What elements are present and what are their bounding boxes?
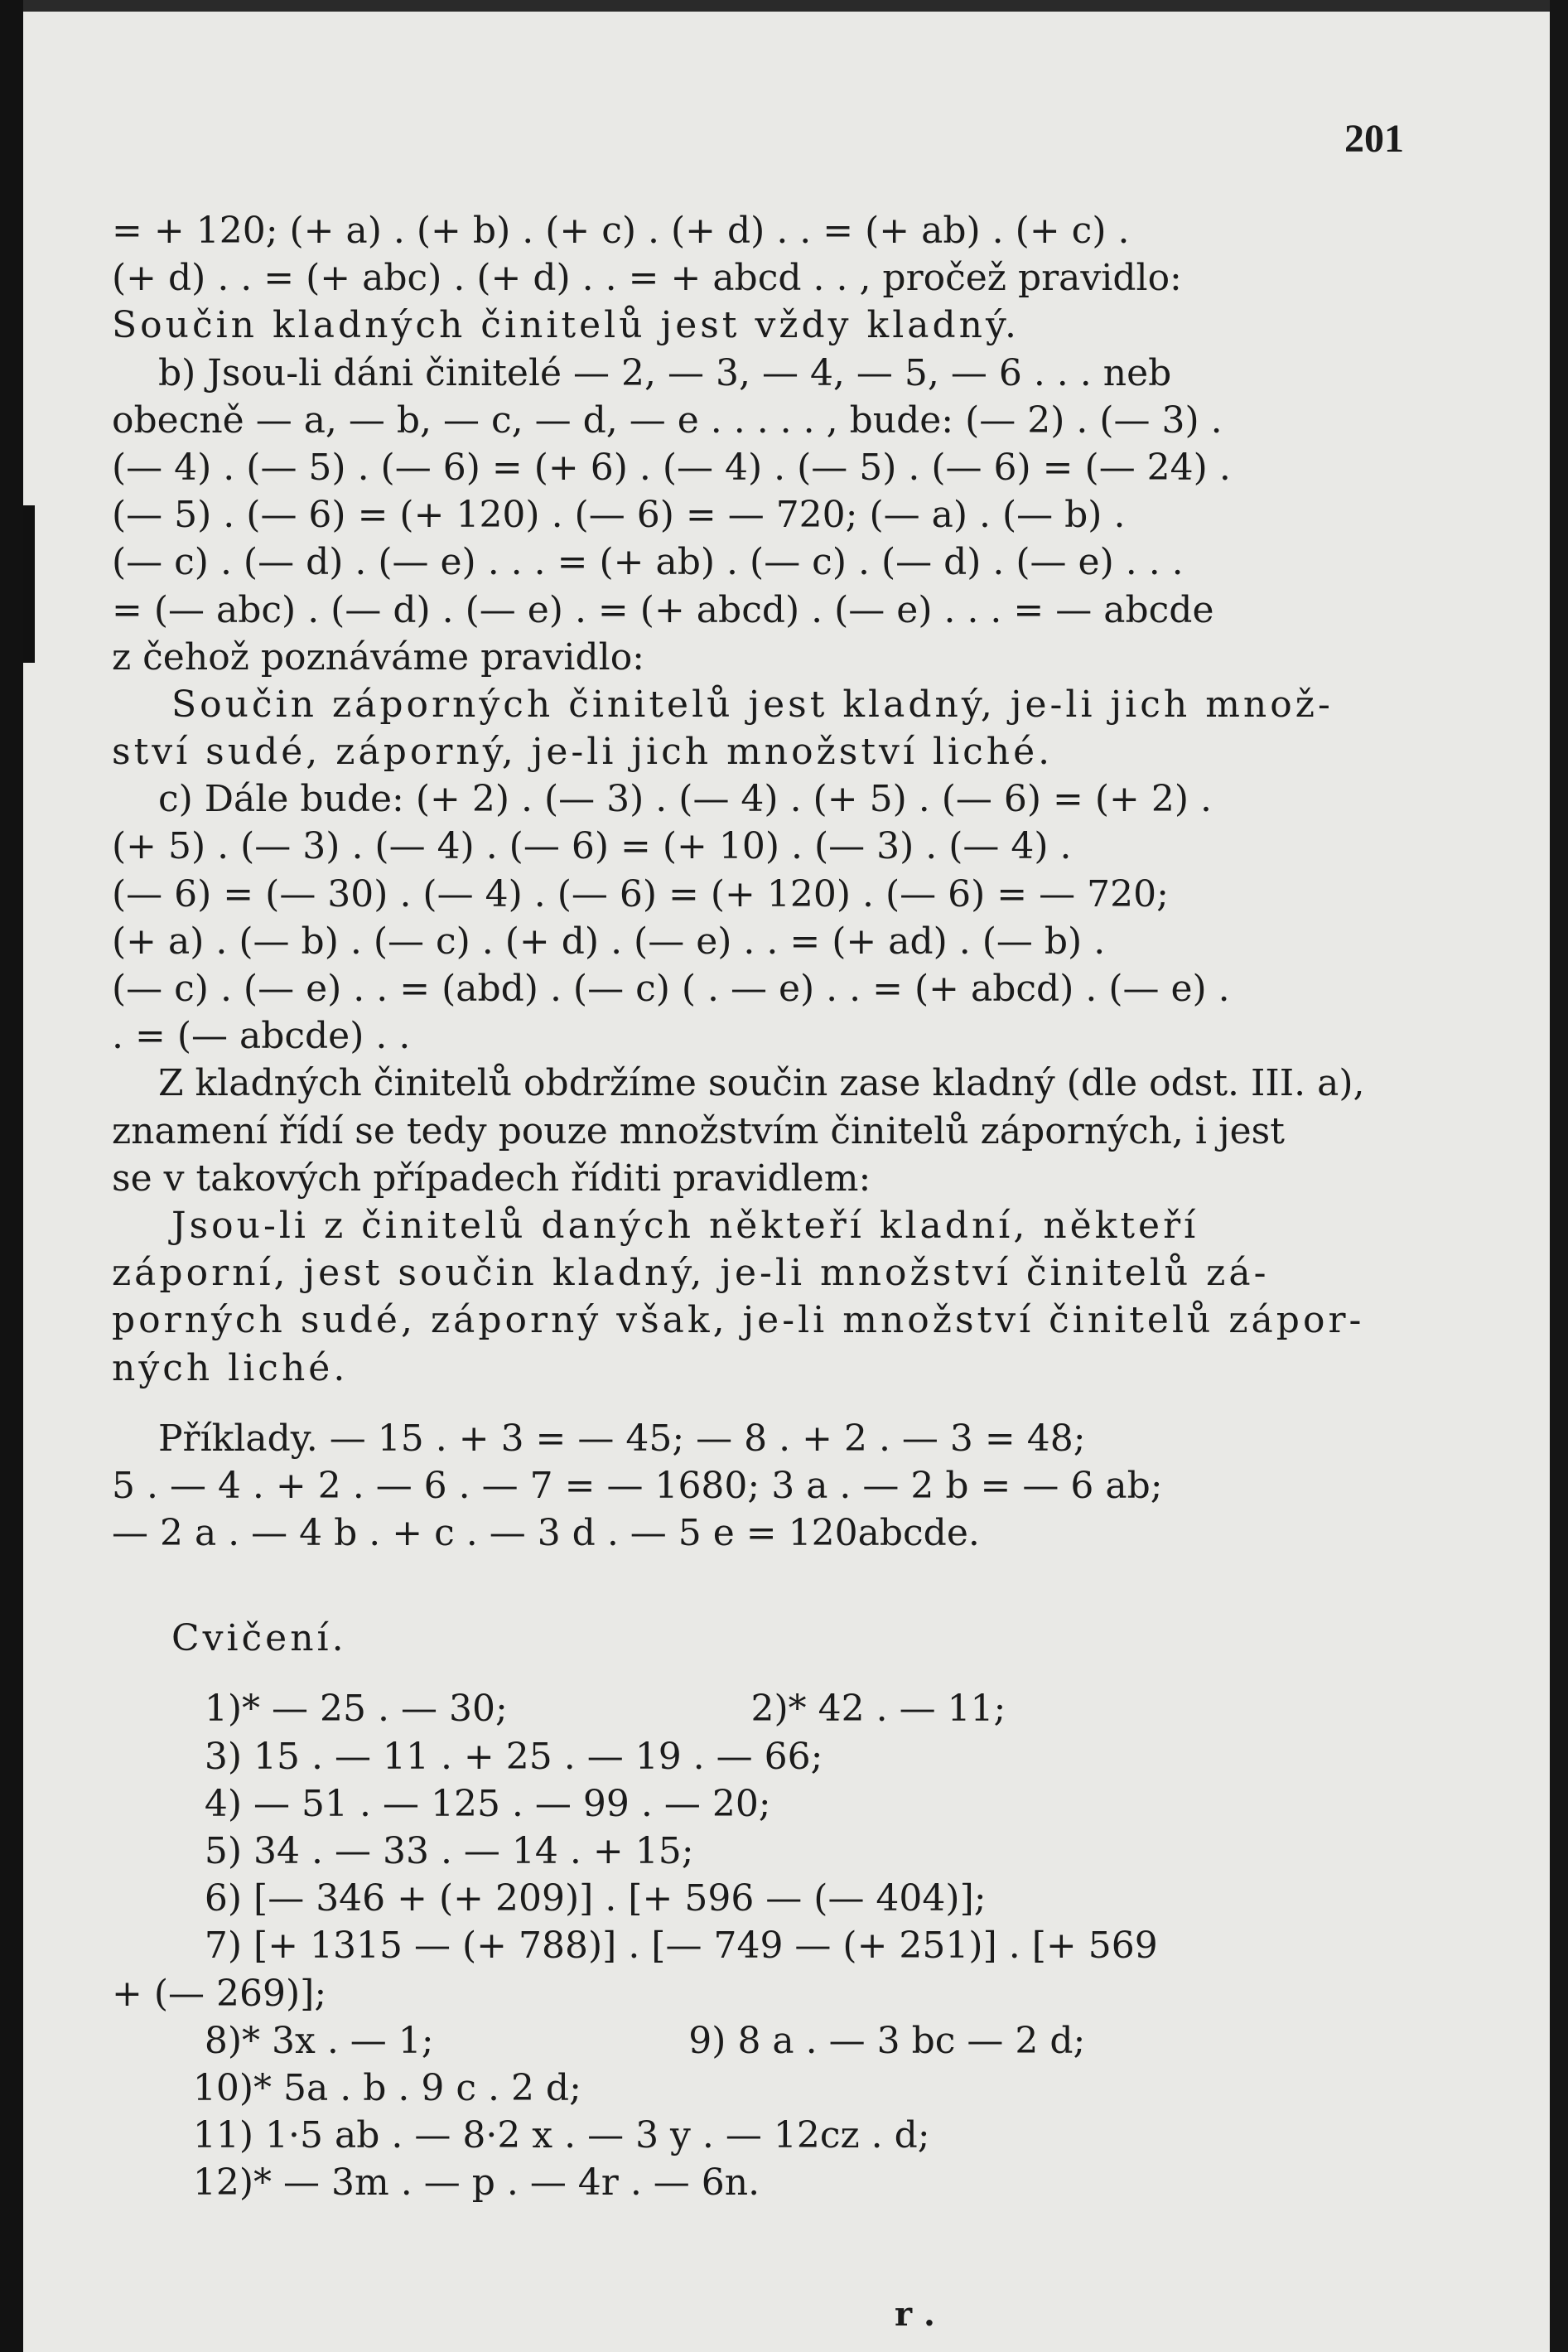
- text-line: obecně — a, — b, — c, — d, — e . . . . . , bude: (— 2) . (— 3) .: [112, 398, 1223, 442]
- exercise-line: 4) — 51 . — 125 . — 99 . — 20;: [112, 1782, 771, 1825]
- text-line: b) Jsou-li dáni činitelé — 2, — 3, — 4, — 5, — 6 . . . neb: [112, 351, 1172, 394]
- rule-statement: Součin kladných činitelů jest vždy kladný.: [112, 304, 1020, 347]
- text-line: (+ 5) . (— 3) . (— 4) . (— 6) = (+ 10) . (— 3) . (— 4) .: [112, 825, 1072, 868]
- exercise-line: 7) [+ 1315 — (+ 788)] . [— 749 — (+ 251)] . [+ 569: [112, 1925, 1158, 1968]
- rule-statement: ství sudé, záporný, je-li jich množství liché.: [112, 731, 1054, 774]
- exercises-title: Cvičení.: [112, 1617, 347, 1660]
- page-number: 201: [1344, 117, 1404, 161]
- exercise-line: + (— 269)];: [112, 1972, 327, 2015]
- exercise-line: 6) [— 346 + (+ 209)] . [+ 596 — (— 404)];: [112, 1877, 987, 1920]
- text-body: [112, 207, 1404, 2207]
- scan-edge-top: [0, 0, 1568, 12]
- text-line: = + 120; (+ a) . (+ b) . (+ c) . (+ d) . . = (+ ab) . (+ c) .: [112, 210, 1130, 252]
- text-line: se v takových případech říditi pravidlem:: [112, 1157, 871, 1200]
- text-line: . = (— abcde) . .: [112, 1015, 411, 1058]
- examples-line: 5 . — 4 . + 2 . — 6 . — 7 = — 1680; 3 a . — 2 b = — 6 ab;: [112, 1464, 1163, 1507]
- text-line: (— c) . (— e) . . = (abd) . (— c) ( . — e) . . = (+ abcd) . (— e) .: [112, 968, 1230, 1010]
- exercise-line: 11) 1·5 ab . — 8·2 x . — 3 y . — 12cz . d;: [112, 2114, 930, 2157]
- scan-edge-right: [1550, 0, 1568, 2352]
- exercise-line: 5) 34 . — 33 . — 14 . + 15;: [112, 1830, 694, 1872]
- examples-line: — 2 a . — 4 b . + c . — 3 d . — 5 e = 120abcde.: [112, 1512, 980, 1555]
- exercise-line: 3) 15 . — 11 . + 25 . — 19 . — 66;: [112, 1735, 823, 1778]
- rule-statement: záporní, jest součin kladný, je-li množství činitelů zá-: [112, 1252, 1270, 1295]
- text-line: = (— abc) . (— d) . (— e) . = (+ abcd) . (— e) . . . = — abcde: [112, 588, 1214, 631]
- spacer: [112, 1662, 1404, 1685]
- text-line: Z kladných činitelů obdržíme součin zase kladný (dle odst. III. a),: [112, 1062, 1365, 1105]
- spine-mark: [23, 505, 35, 663]
- exercise-line: 8)* 3x . — 1; 9) 8 a . — 3 bc — 2 d;: [112, 2019, 1086, 2062]
- text-line: (— 4) . (— 5) . (— 6) = (+ 6) . (— 4) . (— 5) . (— 6) = (— 24) .: [112, 446, 1231, 489]
- text-line: (— 5) . (— 6) = (+ 120) . (— 6) = — 720; (— a) . (— b) .: [112, 494, 1126, 537]
- text-line: z čehož poznáváme pravidlo:: [112, 635, 645, 679]
- text-line: (— c) . (— d) . (— e) . . . = (+ ab) . (— c) . (— d) . (— e) . . .: [112, 541, 1184, 584]
- text-line: (— 6) = (— 30) . (— 4) . (— 6) = (+ 120) . (— 6) = — 720;: [112, 872, 1169, 915]
- scan-edge-left: [0, 0, 23, 2352]
- exercise-line: 12)* — 3m . — p . — 4r . — 6n.: [112, 2161, 760, 2205]
- rule-statement: ných liché.: [112, 1346, 349, 1389]
- examples-line: Příklady. — 15 . + 3 = — 45; — 8 . + 2 . — 3 = 48;: [112, 1417, 1086, 1460]
- spacer: [112, 1557, 1404, 1615]
- rule-statement: Jsou-li z činitelů daných někteří kladní, někteří: [112, 1204, 1199, 1247]
- text-line: (+ d) . . = (+ abc) . (+ d) . . = + abcd . . , pročež pravidlo:: [112, 257, 1182, 300]
- exercise-line: 1)* — 25 . — 30; 2)* 42 . — 11;: [112, 1688, 1006, 1731]
- rule-statement: Součin záporných činitelů jest kladný, je-li jich množ-: [112, 683, 1334, 726]
- spacer: [112, 1392, 1404, 1415]
- text-line: (+ a) . (— b) . (— c) . (+ d) . (— e) . . = (+ ad) . (— b) .: [112, 920, 1106, 963]
- text-line: znamení řídí se tedy pouze množstvím činitelů záporných, i jest: [112, 1109, 1285, 1152]
- printer-mark: r .: [895, 2295, 935, 2334]
- text-line: c) Dále bude: (+ 2) . (— 3) . (— 4) . (+ 5) . (— 6) = (+ 2) .: [112, 778, 1212, 821]
- rule-statement: porných sudé, záporný však, je-li množství činitelů zápor-: [112, 1299, 1365, 1342]
- exercise-line: 10)* 5a . b . 9 c . 2 d;: [112, 2066, 581, 2109]
